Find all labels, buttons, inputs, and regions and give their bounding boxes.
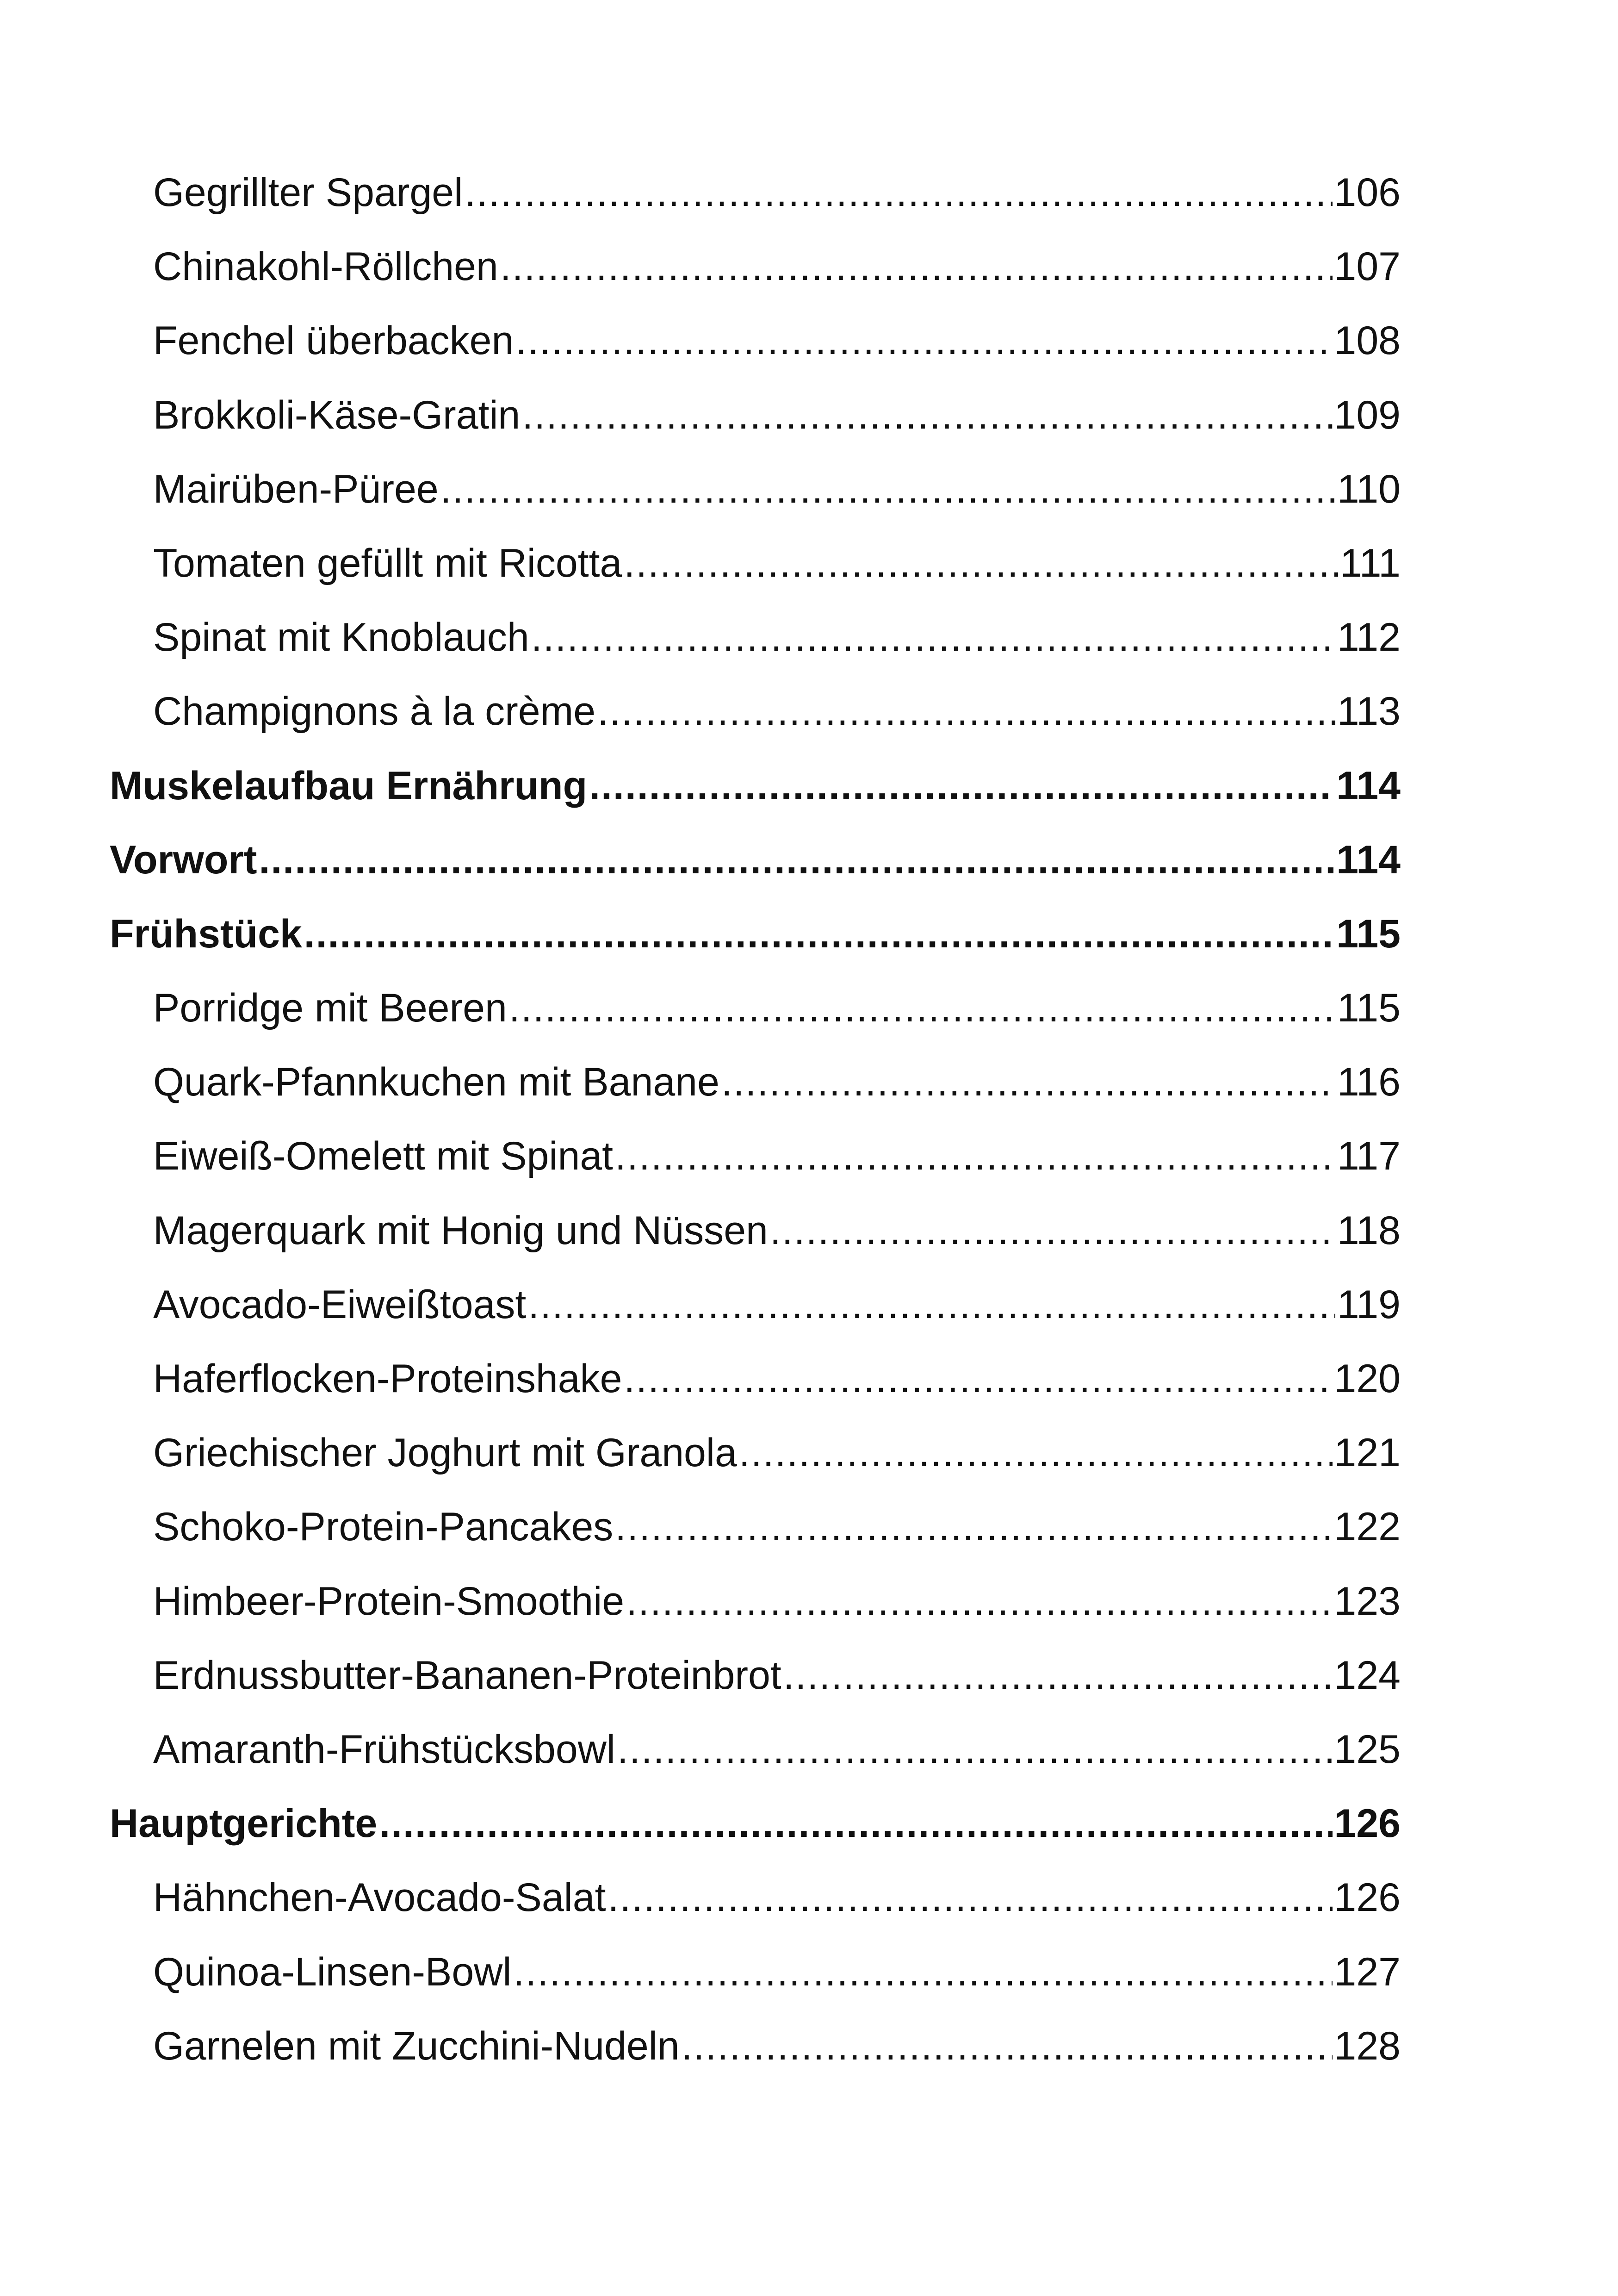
toc-page-number: 120 xyxy=(1334,1356,1401,1401)
toc-page-number: 123 xyxy=(1334,1579,1401,1624)
toc-page-number: 119 xyxy=(1337,1282,1401,1327)
table-of-contents xyxy=(110,156,1401,2083)
toc-page-number: 125 xyxy=(1334,1727,1401,1772)
toc-dot-leader xyxy=(783,1638,1333,1712)
toc-dot-leader xyxy=(440,452,1335,526)
toc-entry-title: Chinakohl-Röllchen xyxy=(153,244,498,289)
toc-page-number: 114 xyxy=(1336,837,1401,882)
toc-entry-champignons[interactable] xyxy=(110,674,1401,748)
toc-page-number: 117 xyxy=(1337,1134,1401,1179)
toc-entry-eiweiss-omelett[interactable] xyxy=(110,1119,1401,1193)
toc-page-number: 106 xyxy=(1334,170,1401,215)
toc-page-number: 122 xyxy=(1334,1505,1401,1549)
toc-entry-title: Eiweiß-Omelett mit Spinat xyxy=(153,1134,614,1179)
toc-entry-porridge[interactable] xyxy=(110,971,1401,1045)
toc-dot-leader xyxy=(528,1268,1335,1342)
toc-entry-erdnussbutter-brot[interactable] xyxy=(110,1638,1401,1712)
toc-chapter-muskelaufbau[interactable] xyxy=(110,749,1401,823)
toc-dot-leader xyxy=(513,1935,1332,2009)
toc-dot-leader xyxy=(615,1490,1332,1564)
toc-dot-leader xyxy=(500,230,1333,304)
toc-dot-leader xyxy=(589,749,1334,823)
toc-entry-mairueben-pueree[interactable] xyxy=(110,452,1401,526)
toc-entry-quark-pfannkuchen[interactable] xyxy=(110,1045,1401,1119)
toc-entry-avocado-eiweisstoast[interactable] xyxy=(110,1268,1401,1342)
toc-chapter-title: Frühstück xyxy=(110,911,302,956)
toc-entry-title: Porridge mit Beeren xyxy=(153,986,507,1031)
toc-entry-magerquark[interactable] xyxy=(110,1194,1401,1268)
toc-entry-title: Brokkoli-Käse-Gratin xyxy=(153,392,521,437)
toc-chapter-fruehstueck[interactable] xyxy=(110,897,1401,971)
toc-entry-title: Erdnussbutter-Bananen-Proteinbrot xyxy=(153,1653,781,1698)
toc-page-number: 121 xyxy=(1334,1431,1401,1475)
toc-chapter-vorwort[interactable] xyxy=(110,823,1401,897)
toc-entry-haferflocken-shake[interactable] xyxy=(110,1342,1401,1416)
toc-page-number: 111 xyxy=(1340,541,1401,585)
toc-entry-title: Himbeer-Protein-Smoothie xyxy=(153,1579,625,1624)
toc-entry-title: Amaranth-Frühstücksbowl xyxy=(153,1727,615,1772)
toc-chapter-title: Muskelaufbau Ernährung xyxy=(110,763,588,808)
toc-dot-leader xyxy=(770,1194,1335,1268)
toc-entry-title: Champignons à la crème xyxy=(153,689,596,734)
toc-page-number: 126 xyxy=(1334,1801,1401,1846)
toc-entry-garnelen[interactable] xyxy=(110,2009,1401,2083)
toc-entry-title: Griechischer Joghurt mit Granola xyxy=(153,1431,737,1475)
toc-page-number: 118 xyxy=(1337,1208,1401,1253)
toc-entry-fenchel-ueberbacken[interactable] xyxy=(110,304,1401,378)
toc-dot-leader xyxy=(617,1712,1333,1786)
toc-dot-leader xyxy=(739,1416,1333,1490)
toc-entry-title: Garnelen mit Zucchini-Nudeln xyxy=(153,2023,680,2068)
toc-dot-leader xyxy=(465,156,1332,230)
toc-entry-gegrillter-spargel[interactable] xyxy=(110,156,1401,230)
toc-page-number: 114 xyxy=(1336,763,1401,808)
toc-chapter-title: Hauptgerichte xyxy=(110,1801,378,1846)
toc-page-number: 115 xyxy=(1337,986,1401,1031)
toc-page-number: 110 xyxy=(1337,467,1401,511)
toc-entry-griechischer-joghurt[interactable] xyxy=(110,1416,1401,1490)
toc-page-number: 124 xyxy=(1334,1653,1401,1698)
toc-page-number: 112 xyxy=(1337,615,1401,660)
toc-page-number: 115 xyxy=(1336,911,1401,956)
toc-entry-quinoa-bowl[interactable] xyxy=(110,1935,1401,2009)
toc-entry-tomaten-gefuellt[interactable] xyxy=(110,526,1401,600)
toc-entry-title: Haferflocken-Proteinshake xyxy=(153,1356,622,1401)
toc-dot-leader xyxy=(721,1045,1335,1119)
toc-entry-spinat-mit-knoblauch[interactable] xyxy=(110,600,1401,674)
toc-dot-leader xyxy=(597,674,1335,748)
toc-dot-leader xyxy=(509,971,1335,1045)
toc-page-number: 113 xyxy=(1337,689,1401,734)
toc-dot-leader xyxy=(515,304,1332,378)
toc-entry-title: Quark-Pfannkuchen mit Banane xyxy=(153,1060,719,1105)
toc-entry-title: Magerquark mit Honig und Nüssen xyxy=(153,1208,768,1253)
toc-page-number: 126 xyxy=(1334,1875,1401,1920)
toc-chapter-title: Vorwort xyxy=(110,837,257,882)
toc-page-number: 107 xyxy=(1334,244,1401,289)
toc-entry-title: Avocado-Eiweißtoast xyxy=(153,1282,527,1327)
toc-entry-title: Tomaten gefüllt mit Ricotta xyxy=(153,541,622,585)
toc-entry-himbeer-smoothie[interactable] xyxy=(110,1564,1401,1638)
toc-entry-title: Mairüben-Püree xyxy=(153,467,439,511)
toc-entry-schoko-pancakes[interactable] xyxy=(110,1490,1401,1564)
toc-dot-leader xyxy=(304,897,1335,971)
toc-entry-title: Gegrillter Spargel xyxy=(153,170,463,215)
toc-page-number: 108 xyxy=(1334,318,1401,363)
toc-entry-brokkoli-kaese-gratin[interactable] xyxy=(110,378,1401,452)
toc-page-number: 128 xyxy=(1334,2023,1401,2068)
toc-dot-leader xyxy=(682,2009,1333,2083)
toc-page-number: 109 xyxy=(1334,392,1401,437)
toc-entry-title: Schoko-Protein-Pancakes xyxy=(153,1505,614,1549)
toc-dot-leader xyxy=(624,526,1338,600)
toc-chapter-hauptgerichte[interactable] xyxy=(110,1786,1401,1860)
toc-entry-haehnchen-salat[interactable] xyxy=(110,1860,1401,1935)
toc-entry-title: Spinat mit Knoblauch xyxy=(153,615,529,660)
toc-entry-title: Hähnchen-Avocado-Salat xyxy=(153,1875,606,1920)
toc-dot-leader xyxy=(608,1860,1333,1935)
toc-dot-leader xyxy=(259,823,1335,897)
toc-entry-chinakohl-roellchen[interactable] xyxy=(110,230,1401,304)
toc-dot-leader xyxy=(522,378,1332,452)
toc-dot-leader xyxy=(626,1564,1332,1638)
toc-dot-leader xyxy=(531,600,1335,674)
toc-dot-leader xyxy=(379,1786,1332,1860)
toc-dot-leader xyxy=(615,1119,1335,1193)
toc-page-number: 116 xyxy=(1337,1060,1401,1105)
toc-page-number: 127 xyxy=(1334,1949,1401,1994)
toc-entry-title: Fenchel überbacken xyxy=(153,318,514,363)
toc-entry-title: Quinoa-Linsen-Bowl xyxy=(153,1949,512,1994)
toc-entry-amaranth-bowl[interactable] xyxy=(110,1712,1401,1786)
toc-dot-leader xyxy=(624,1342,1332,1416)
